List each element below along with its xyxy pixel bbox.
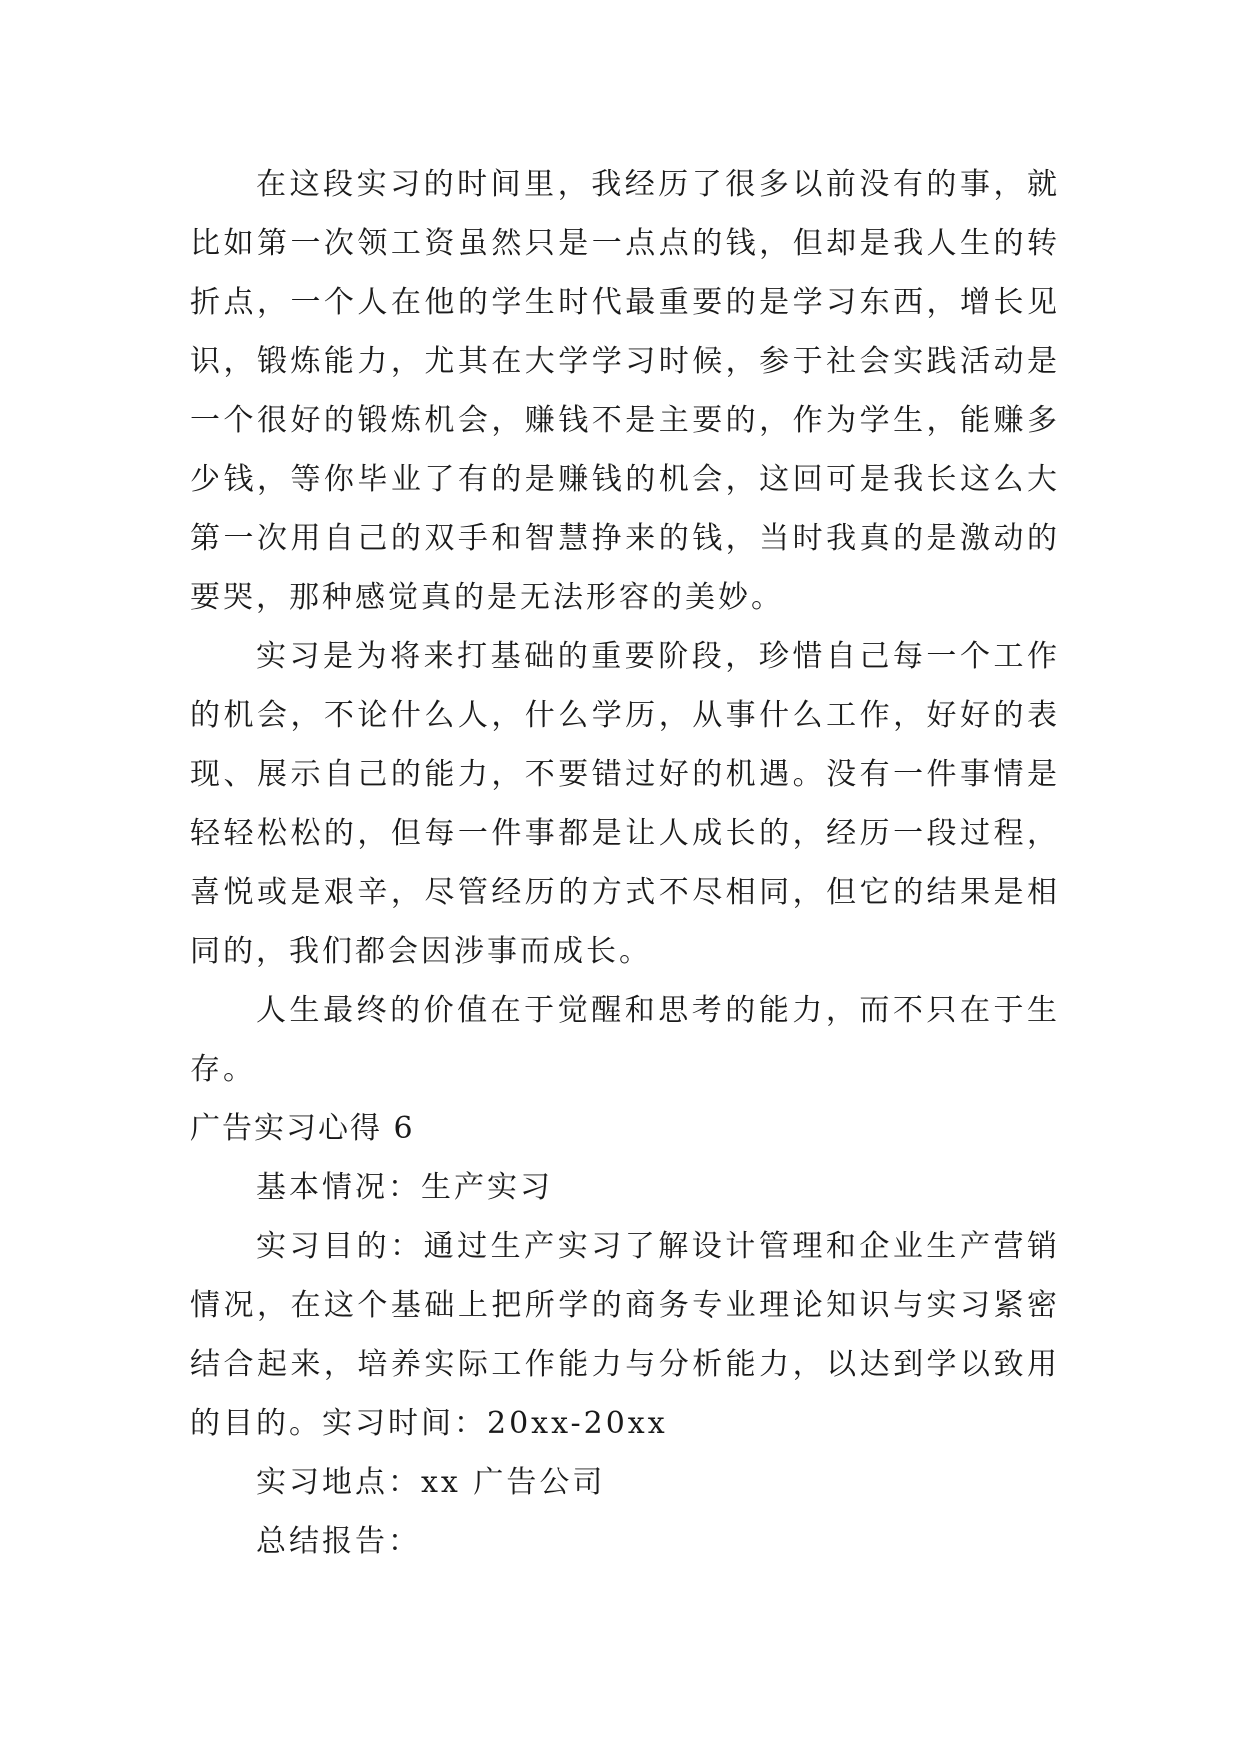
paragraph-life-value: 人生最终的价值在于觉醒和思考的能力，而不只在于生存。 — [190, 993, 1060, 1087]
paragraph-internship-experience: 在这段实习的时间里，我经历了很多以前没有的事，就比如第一次领工资虽然只是一点点的钱，但却是我人生的转折点，一个人在他的学生时代最重要的是学习东西，增长见识，锻炼能力，尤其在大学学习时候，参于社会实践活动是一个很好的锻炼机会，赚钱不是主要的，作为学生，能赚多少钱，等你毕业了有的是赚钱的机会，这回可是我长这么大第一次用自己的双手和智慧挣来的钱，当时我真的是激动的要哭，那种感觉真的是无法形容的美妙。 — [190, 167, 1060, 615]
paragraph-internship-foundation: 实习是为将来打基础的重要阶段，珍惜自己每一个工作的机会，不论什么人，什么学历，从事什么工作，好好的表现、展示自己的能力，不要错过好的机遇。没有一件事情是轻轻松松的，但每一件事都是让人成长的，经历一段过程，喜悦或是艰辛，尽管经历的方式不尽相同，但它的结果是相同的，我们都会因涉事而成长。 — [190, 639, 1060, 969]
paragraph-summary-report: 总结报告： — [256, 1524, 421, 1559]
section-title: 广告实习心得 6 — [190, 1111, 415, 1146]
paragraph-internship-location: 实习地点：xx 广告公司 — [256, 1465, 606, 1500]
paragraph-internship-purpose: 实习目的：通过生产实习了解设计管理和企业生产营销情况，在这个基础上把所学的商务专业理论知识与实习紧密结合起来，培养实际工作能力与分析能力，以达到学以致用的目的。实习时间：20xx-20xx — [190, 1229, 1060, 1441]
document-body — [190, 155, 1060, 1571]
paragraph-basic-info: 基本情况：生产实习 — [256, 1170, 553, 1205]
